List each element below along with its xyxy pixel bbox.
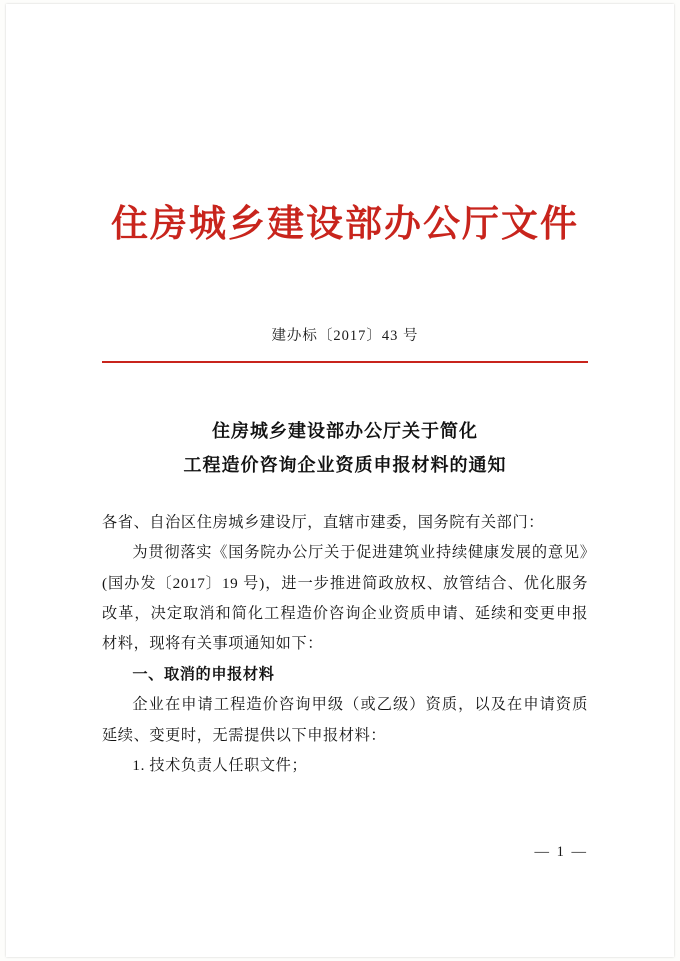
paragraph-preamble: 为贯彻落实《国务院办公厅关于促进建筑业持续健康发展的意见》(国办发〔2017〕19 号)，进一步推进简政放权、放管结合、优化服务改革，决定取消和简化工程造价咨询企业资质申请、延续和变更申报材料，现将有关事项通知如下：	[102, 544, 588, 653]
paragraph-salutation: 各省、自治区住房城乡建设厅，直辖市建委，国务院有关部门：	[102, 513, 545, 531]
document-number: 建办标〔2017〕43 号	[271, 328, 419, 345]
list-item-1: 1. 技术负责人任职文件；	[132, 757, 308, 775]
page-number: — 1 —	[534, 844, 588, 860]
document-body	[102, 508, 588, 782]
paragraph-scope: 企业在申请工程造价咨询甲级（或乙级）资质，以及在申请资质延续、变更时，无需提供以下申报材料：	[102, 696, 588, 744]
title-line-1: 住房城乡建设部办公厅关于简化	[212, 421, 478, 442]
document-content	[102, 4, 588, 957]
red-divider-rule	[102, 361, 588, 363]
section-heading-one: 一、取消的申报材料	[132, 665, 275, 683]
paper-surface	[6, 4, 674, 957]
document-masthead: 住房城乡建设部办公厅文件	[111, 201, 579, 245]
title-line-2: 工程造价咨询企业资质申报材料的通知	[183, 454, 507, 475]
document-title	[102, 415, 588, 482]
